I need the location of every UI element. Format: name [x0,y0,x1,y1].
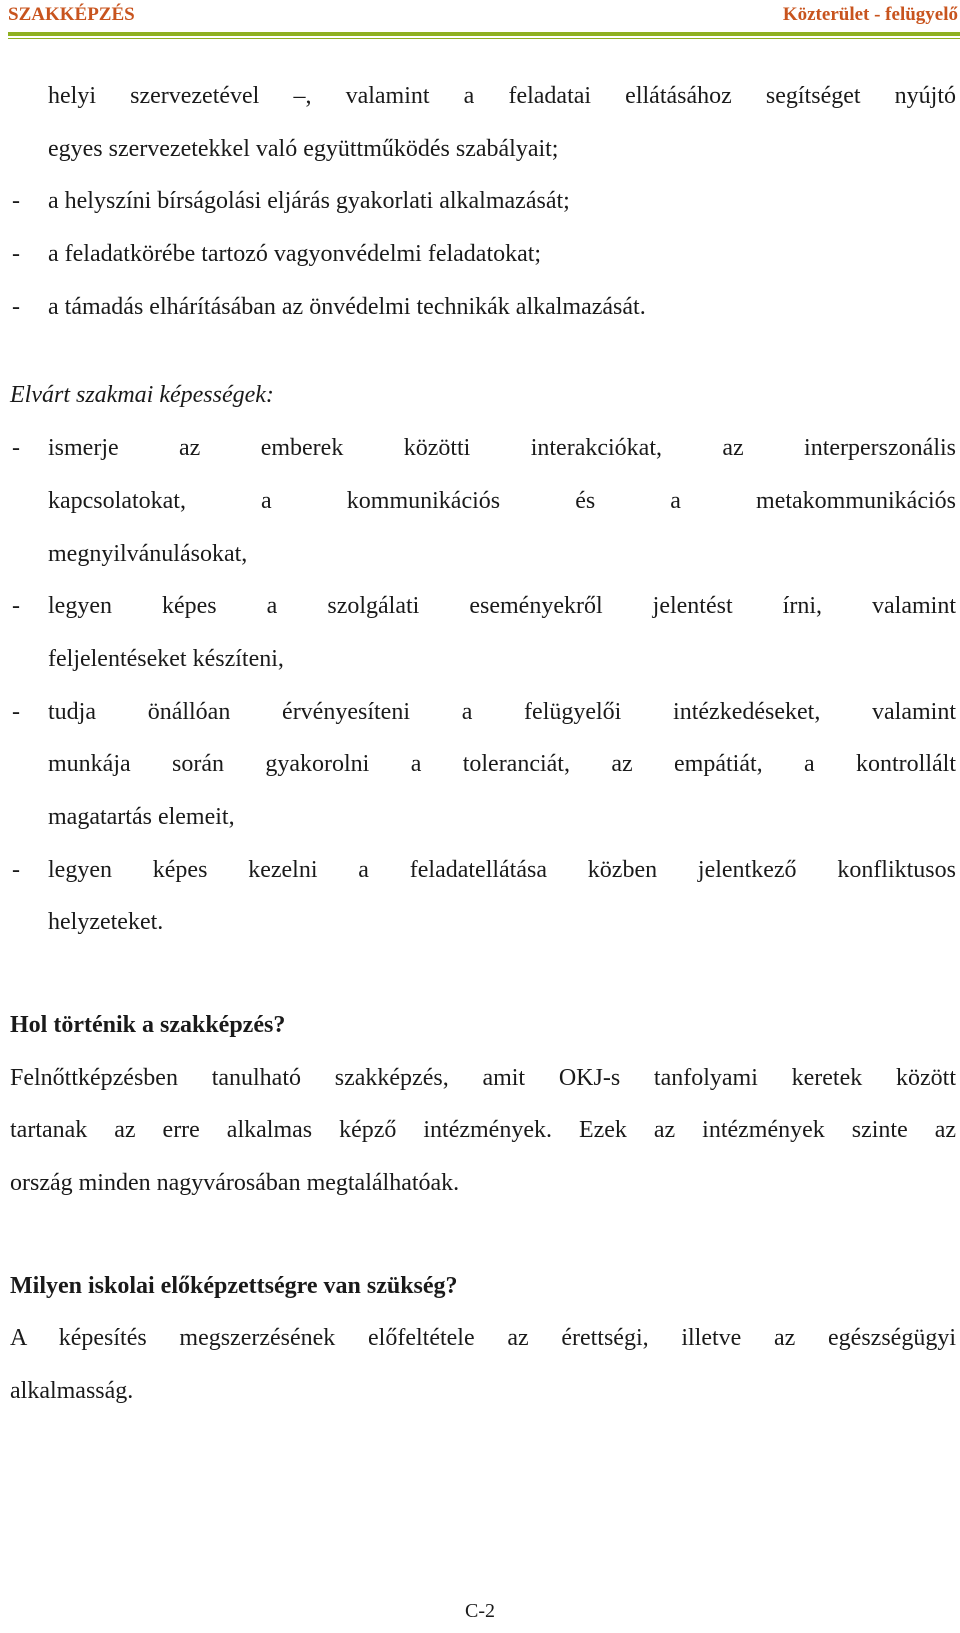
where-line-0: Felnőttképzésben tanulható szakképzés, amit OKJ-s tanfolyami keretek között [10,1064,956,1091]
text-line [10,475,956,528]
list-dash: - [12,698,20,725]
prereq-heading: Milyen iskolai előképzettségre van szükség? [10,1272,458,1299]
skills-heading-line [10,369,956,422]
page-content [10,70,956,1418]
list-item [10,175,956,228]
skills-line-6: munkája során gyakorolni a toleranciát, az empátiát, a kontrollált [48,751,956,778]
list-dash: - [12,435,20,462]
list-dash: - [12,241,20,268]
text-line [10,791,956,844]
list-item [10,422,956,475]
skills-line-0: ismerje az emberek közötti interakciókat, az interperszonális [48,435,956,462]
section1-line-4: a támadás elhárításában az önvédelmi technikák alkalmazását. [48,293,646,320]
skills-line-4: feljelentéseket készíteni, [48,645,284,672]
header-rule-thick [8,32,960,36]
skills-line-5: tudja önállóan érvényesíteni a felügyelői intézkedéseket, valamint [48,698,956,725]
skills-line-3: legyen képes a szolgálati eseményekről jelentést írni, valamint [48,593,956,620]
page-number: C-2 [465,1600,495,1622]
where-line-2: ország minden nagyvárosában megtalálhatóak. [10,1170,460,1197]
section1-line-0: helyi szervezetével –, valamint a feladatai ellátásához segítséget nyújtó [48,83,956,109]
page-header [8,0,960,32]
list-item [10,228,956,281]
text-line [10,1312,956,1365]
prereq-line-1: alkalmasság. [10,1378,134,1405]
text-line [10,1365,956,1418]
where-heading: Hol történik a szakképzés? [10,1012,286,1038]
text-line [10,896,956,949]
list-item [10,844,956,897]
list-item [10,580,956,633]
text-line [10,528,956,581]
list-dash: - [12,293,20,320]
skills-heading: Elvárt szakmai képességek: [10,382,274,409]
header-right-title: Közterület - felügyelő [782,4,958,25]
list-dash: - [12,593,20,620]
skills-line-9: helyzeteket. [48,909,164,936]
skills-line-8: legyen képes kezelni a feladatellátása közben jelentkező konfliktusos [48,856,956,883]
skills-line-1: kapcsolatokat, a kommunikációs és a metakommunikációs [48,487,956,514]
prereq-heading-line [10,1260,956,1313]
section1-line-3: a feladatkörébe tartozó vagyonvédelmi feladatokat; [48,241,542,268]
prereq-line-0: A képesítés megszerzésének előfeltétele az érettségi, illetve az egészségügyi [10,1325,956,1352]
text-line [10,1052,956,1105]
section1-line-1: egyes szervezetekkel való együttműködés szabályait; [48,135,559,162]
list-item [10,686,956,739]
header-rule-thin [8,38,960,39]
skills-line-2: megnyilvánulásokat, [48,540,248,567]
list-dash: - [12,856,20,883]
text-line [10,1157,956,1210]
where-heading-line [10,999,956,1052]
header-left-title: SZAKKÉPZÉS [8,4,135,25]
skills-line-7: magatartás elemeit, [48,803,235,830]
text-line [10,70,956,123]
text-line [10,1104,956,1157]
text-line [10,738,956,791]
where-line-1: tartanak az erre alkalmas képző intézmények. Ezek az intézmények szinte az [10,1117,956,1144]
text-line [10,633,956,686]
list-dash: - [12,188,20,215]
list-item [10,281,956,334]
section1-line-2: a helyszíni bírságolási eljárás gyakorlati alkalmazását; [48,188,570,215]
text-line [10,123,956,176]
